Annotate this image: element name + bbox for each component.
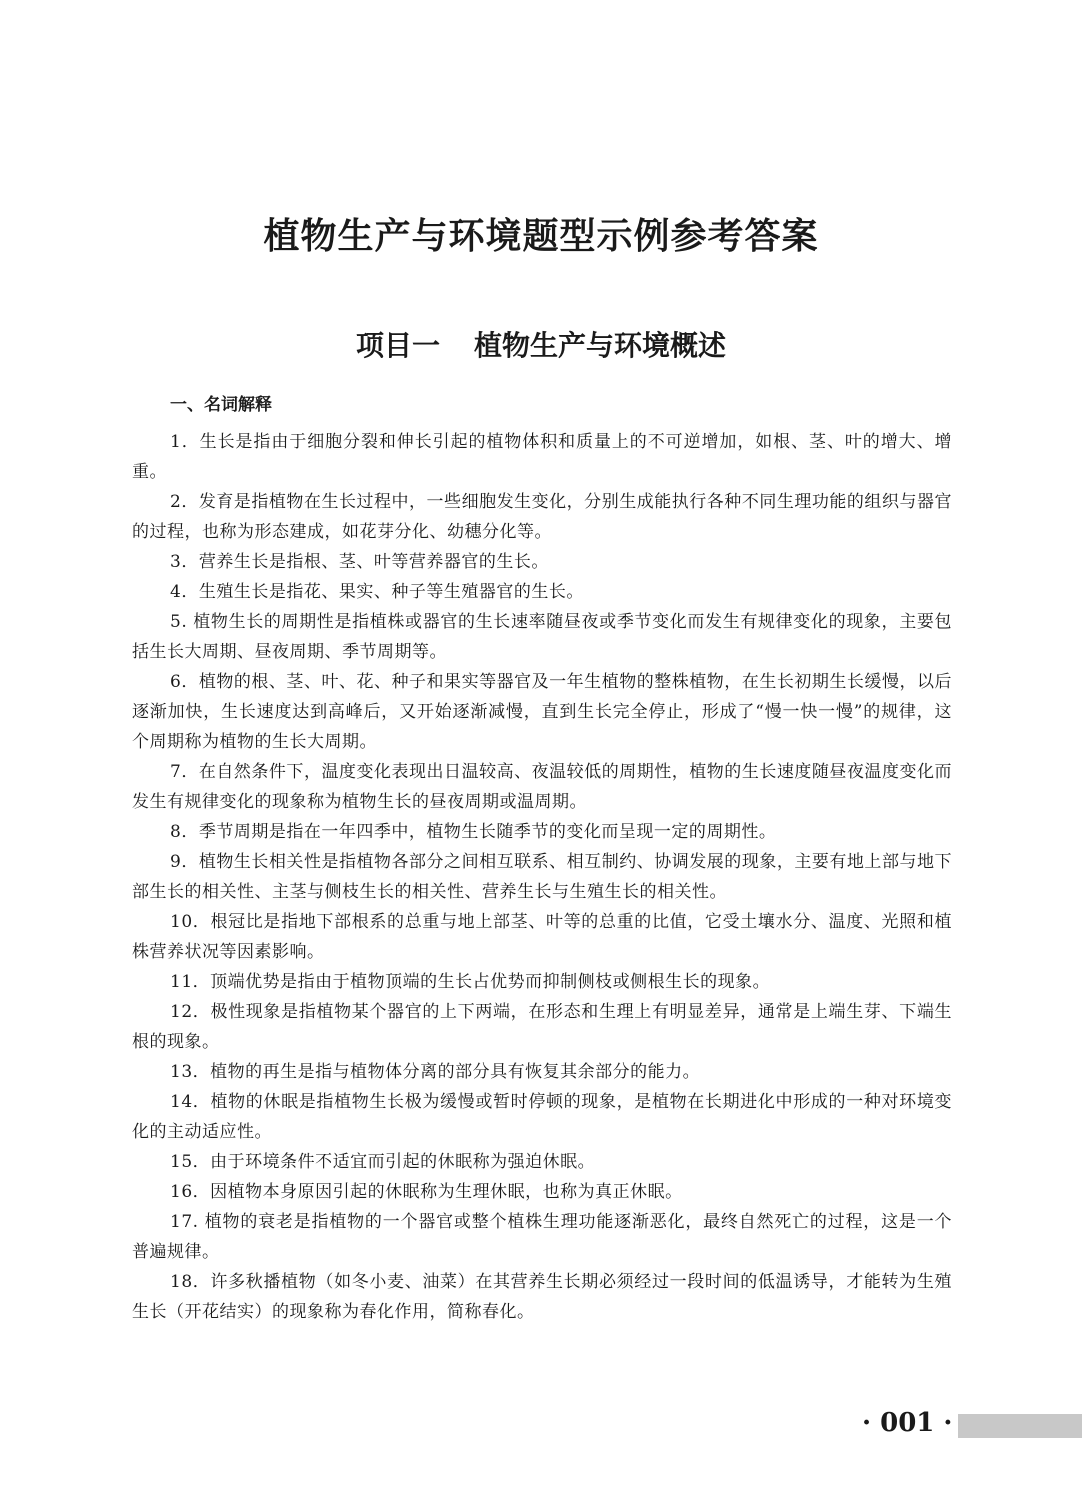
list-item: 16．因植物本身原因引起的休眠称为生理休眠，也称为真正休眠。 (170, 1182, 683, 1202)
list-item: 5. 植物生长的周期性是指植株或器官的生长速率随昼夜或季节变化而发生有规律变化的现象，主要包括生长大周期、昼夜周期、季节周期等。 (132, 612, 952, 662)
chapter-heading (0, 324, 1082, 364)
list-item: 7．在自然条件下，温度变化表现出日温较高、夜温较低的周期性，植物的生长速度随昼夜温度变化而发生有规律变化的现象称为植物生长的昼夜周期或温周期。 (132, 762, 952, 812)
list-item: 18．许多秋播植物（如冬小麦、油菜）在其营养生长期必须经过一段时间的低温诱导，才能转为生殖生长（开花结实）的现象称为春化作用，简称春化。 (132, 1272, 952, 1322)
list-item: 14．植物的休眠是指植物生长极为缓慢或暂时停顿的现象，是植物在长期进化中形成的一种对环境变化的主动适应性。 (132, 1092, 952, 1142)
list-item: 11．顶端优势是指由于植物顶端的生长占优势而抑制侧枝或侧根生长的现象。 (170, 972, 771, 992)
page-number: · 001 · (862, 1408, 953, 1438)
chapter-label: 项目一 (355, 329, 440, 362)
list-item: 13．植物的再生是指与植物体分离的部分具有恢复其余部分的能力。 (170, 1062, 701, 1082)
list-item: 10．根冠比是指地下部根系的总重与地上部茎、叶等的总重的比值，它受土壤水分、温度、光照和植株营养状况等因素影响。 (132, 912, 952, 962)
list-item: 17. 植物的衰老是指植物的一个器官或整个植株生理功能逐渐恶化，最终自然死亡的过程，这是一个普遍规律。 (132, 1212, 952, 1262)
list-item: 9．植物生长相关性是指植物各部分之间相互联系、相互制约、协调发展的现象，主要有地上部与地下部生长的相关性、主茎与侧枝生长的相关性、营养生长与生殖生长的相关性。 (132, 852, 952, 902)
list-item: 4．生殖生长是指花、果实、种子等生殖器官的生长。 (170, 582, 584, 602)
list-item: 12．极性现象是指植物某个器官的上下两端，在形态和生理上有明显差异，通常是上端生芽、下端生根的现象。 (132, 1002, 952, 1052)
answer-list (132, 427, 952, 1327)
footer-bar (958, 1414, 1082, 1438)
list-item: 2．发育是指植物在生长过程中，一些细胞发生变化，分别生成能执行各种不同生理功能的组织与器官的过程，也称为形态建成，如花芽分化、幼穗分化等。 (132, 492, 952, 542)
list-item: 3．营养生长是指根、茎、叶等营养器官的生长。 (170, 552, 549, 572)
list-item: 6．植物的根、茎、叶、花、种子和果实等器官及一年生植物的整株植物，在生长初期生长缓慢，以后逐渐加快，生长速度达到高峰后，又开始逐渐减慢，直到生长完全停止，形成了“慢一快一慢”的规律，这个周期称为植物的生长大周期。 (132, 672, 952, 752)
chapter-name: 植物生产与环境概述 (474, 329, 727, 362)
list-item: 1．生长是指由于细胞分裂和伸长引起的植物体积和质量上的不可逆增加，如根、茎、叶的增大、增重。 (132, 432, 952, 482)
page-title: 植物生产与环境题型示例参考答案 (263, 215, 819, 257)
list-item: 8．季节周期是指在一年四季中，植物生长随季节的变化而呈现一定的周期性。 (170, 822, 777, 842)
list-item: 15．由于环境条件不适宜而引起的休眠称为强迫休眠。 (170, 1152, 596, 1172)
section-heading: 一、名词解释 (170, 395, 272, 415)
